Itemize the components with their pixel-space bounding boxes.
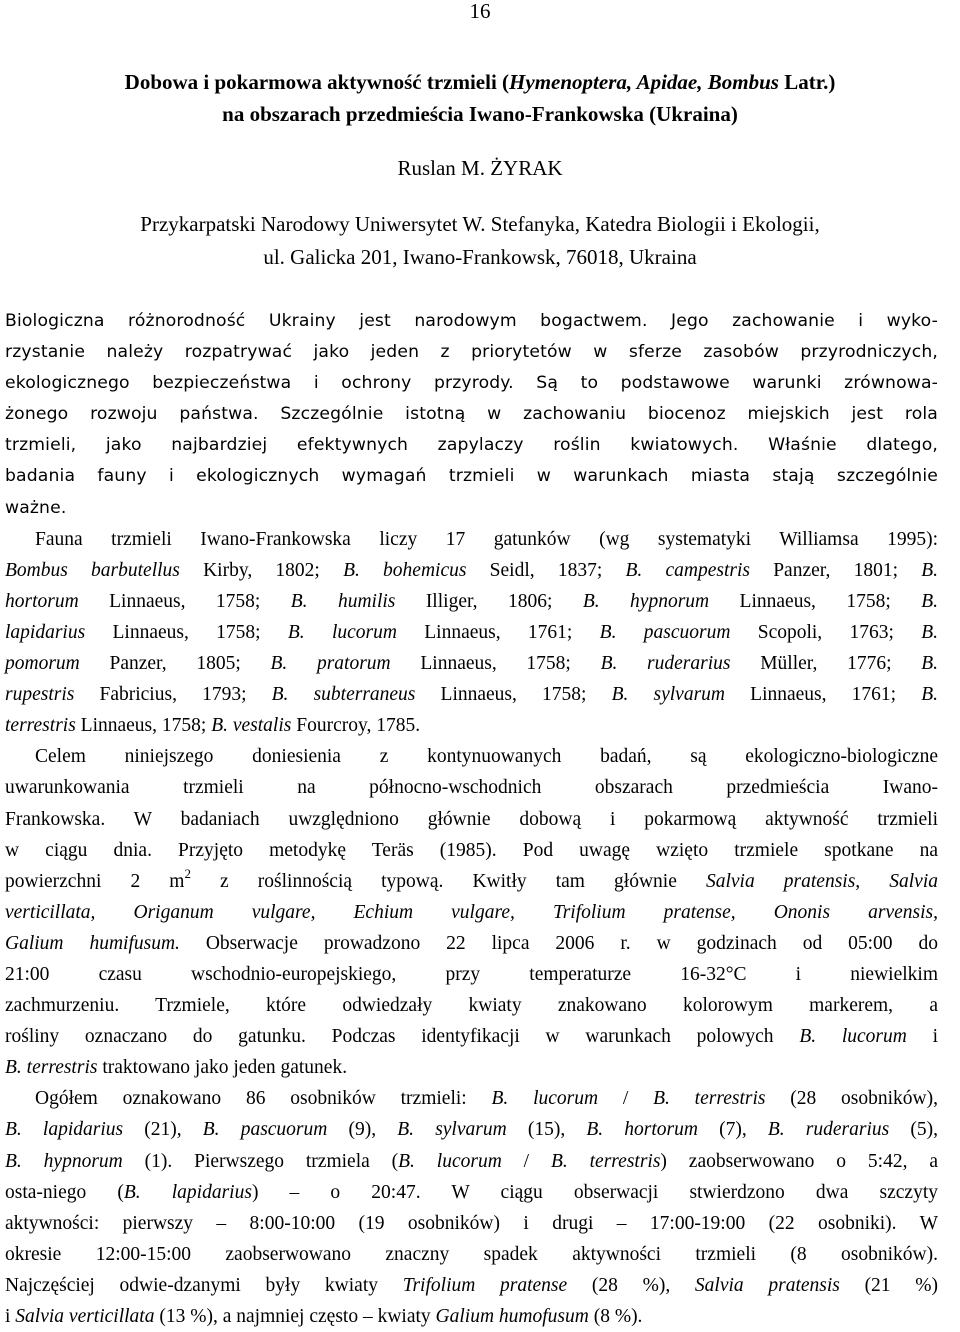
text-line [5, 866, 938, 897]
taxon-name: B. hortorum [586, 1119, 698, 1141]
text-line [5, 897, 938, 928]
taxon-name: rupestris [5, 684, 75, 706]
text-run: rośliny oznaczano do gatunku. Podczas identyfikacji w warunkach polowych [5, 1026, 800, 1048]
taxon-name: B. [921, 653, 939, 675]
affiliation-line-1: Przykarpatski Narodowy Uniwersytet W. Stefanyka, Katedra Biologii i Ekologii, [140, 212, 820, 236]
taxon-name: B. lapidarius [123, 1181, 252, 1203]
text-run: powierzchni 2 m [5, 870, 185, 892]
text-line [5, 1021, 938, 1052]
taxon-name: B. lucorum [491, 1088, 599, 1110]
text-line [5, 1052, 938, 1083]
text-line [5, 804, 938, 835]
text-run: Linnaeus, 1758; [75, 715, 212, 737]
text-run: zachmurzeniu. Trzmiele, które odwiedzały kwiaty znakowano kolorowym markerem, a [5, 995, 938, 1017]
taxon-name: B. terrestris [550, 1150, 661, 1172]
taxon-name: B. terrestris [5, 1057, 98, 1079]
text-run: Scopoli, 1763; [730, 621, 922, 643]
text-run: ekologicznego bezpieczeństwa i ochrony przyrody. Są to podstawowe warunki zrównowa- [5, 373, 938, 394]
taxon-name: B. subterraneus [271, 684, 416, 706]
text-run: osta-niego ( [5, 1181, 124, 1203]
text-run: (5), [889, 1119, 938, 1141]
text-run: Panzer, 1805; [79, 653, 271, 675]
text-run: Seidl, 1837; [466, 559, 626, 581]
text-line [5, 1114, 938, 1145]
author-name: Ruslan M. ŻYRAK [397, 156, 563, 180]
text-run: aktywności: pierwszy – 8:00-10:00 (19 osobników) i drugi – 17:00-19:00 (22 osobniki). W [5, 1212, 938, 1234]
text-run: Obserwacje prowadzono 22 lipca 2006 r. w godzinach od 05:00 do [179, 932, 938, 954]
text-run: Najczęściej odwie-dzanymi były kwiaty [5, 1274, 403, 1296]
body-paragraph [5, 306, 938, 524]
text-line [5, 1270, 938, 1301]
text-run: Ogółem oznakowano 86 osobników trzmieli: [35, 1088, 492, 1110]
text-run: Frankowska. W badaniach uwzględniono głównie dobową i pokarmową aktywność trzmieli [5, 808, 938, 830]
text-line [5, 493, 938, 524]
text-run: traktowano jako jeden gatunek. [97, 1057, 348, 1079]
text-line [5, 990, 938, 1021]
text-line [5, 430, 938, 461]
taxon-name: B. hypnorum [582, 590, 710, 612]
text-run: z roślinnością typową. Kwitły tam głównie [190, 870, 706, 892]
text-run: uwarunkowania trzmieli na północno-wschodnich obszarach przedmieścia Iwano- [5, 777, 938, 799]
text-line [5, 306, 938, 337]
taxon-name: hortorum [5, 590, 79, 612]
article-title [0, 66, 960, 130]
text-run: Fauna trzmieli Iwano-Frankowska liczy 17 gatunków (wg systematyki Williamsa 1995): [35, 528, 938, 550]
text-line [5, 337, 938, 368]
text-line [5, 959, 938, 990]
taxon-name: B. lucorum [398, 1150, 502, 1172]
taxon-name: B. [921, 621, 939, 643]
text-run: / [598, 1088, 654, 1110]
text-line [5, 368, 938, 399]
taxon-name: terrestris [5, 715, 76, 737]
text-line [5, 1301, 938, 1332]
text-run: rzystanie należy rozpatrywać jako jeden z priorytetów w sferze zasobów przyrodniczych, [5, 342, 938, 363]
text-run: Fourcroy, 1785. [291, 715, 421, 737]
text-run: okresie 12:00-15:00 zaobserwowano znaczny spadek aktywności trzmieli (8 osobników). [5, 1243, 938, 1265]
text-line [5, 1083, 938, 1114]
taxon-name: lapidarius [5, 621, 86, 643]
taxon-name: B. lucorum [287, 621, 397, 643]
text-run: (21), [123, 1119, 203, 1141]
affiliation-line-2: ul. Galicka 201, Iwano-Frankowsk, 76018, Ukraina [263, 245, 697, 269]
taxon-name: B. humilis [290, 590, 396, 612]
taxon-name: B. hypnorum [5, 1150, 123, 1172]
text-run: Celem niniejszego doniesienia z kontynuowanych badań, są ekologiczno-biologiczne [35, 746, 938, 768]
text-line [5, 461, 938, 492]
text-run: trzmieli, jako najbardziej efektywnych zapylaczy roślin kwiatowych. Właśnie dlatego, [5, 435, 938, 456]
author-affiliation [0, 208, 960, 274]
text-run: Linnaeus, 1758; [415, 684, 612, 706]
text-run: ) – o 20:47. W ciągu obserwacji stwierdzono dwa szczyty [251, 1181, 938, 1203]
taxon-name: B. pascuorum [599, 621, 731, 643]
taxon-name: B. campestris [625, 559, 750, 581]
text-run: i [5, 1306, 16, 1327]
text-line [5, 555, 938, 586]
text-run: Linnaeus, 1758; [85, 621, 288, 643]
text-run: (28 osobników), [765, 1088, 939, 1110]
text-line [5, 710, 938, 741]
text-run: Linnaeus, 1761; [725, 684, 922, 706]
article-body [5, 306, 938, 1332]
taxon-name: B. terrestris [653, 1088, 766, 1110]
taxon-name: Trifolium pratense [402, 1274, 568, 1296]
taxon-name: Salvia pratensis [694, 1274, 840, 1296]
text-run: Illiger, 1806; [395, 590, 583, 612]
title-text: Dobowa i pokarmowa aktywność trzmieli ( [124, 70, 510, 94]
taxon-name: Salvia verticillata [15, 1306, 155, 1327]
text-run: (15), [506, 1119, 587, 1141]
text-run: Kirby, 1802; [179, 559, 344, 581]
text-run: ważne. [5, 497, 67, 518]
text-line [5, 648, 938, 679]
text-line [5, 772, 938, 803]
page-number: 16 [469, 0, 491, 23]
taxon-name: Galium humifusum. [5, 932, 180, 954]
text-line [5, 617, 938, 648]
body-paragraph [5, 1083, 938, 1332]
text-run: Linnaeus, 1758; [78, 590, 291, 612]
text-run: Biologiczna różnorodność Ukrainy jest narodowym bogactwem. Jego zachowanie i wyko- [5, 311, 938, 331]
taxon-name: pomorum [5, 653, 80, 675]
title-line-1 [0, 66, 960, 98]
taxon-name: Bombus barbutellus [5, 559, 180, 581]
taxon-name: B. sylvarum [611, 684, 726, 706]
taxon-name: B. ruderarius [767, 1119, 890, 1141]
text-run: (21 %) [839, 1274, 938, 1296]
taxon-name: B. lapidarius [5, 1119, 124, 1141]
text-run: (28 %), [567, 1274, 695, 1296]
text-run: (1). Pierwszego trzmiela ( [122, 1150, 399, 1172]
text-line [5, 524, 938, 555]
text-run: Müller, 1776; [730, 653, 922, 675]
title-text: Latr.) [778, 70, 836, 94]
text-run: (8 %). [588, 1306, 643, 1327]
text-run: ) zaobserwowano o 5:42, a [660, 1150, 938, 1172]
text-run: w ciągu dnia. Przyjęto metodykę Teräs (1985). Pod uwagę wzięto trzmiele spotkane na [5, 839, 938, 861]
taxon-name: B. [921, 684, 938, 706]
text-run: (7), [697, 1119, 768, 1141]
text-run: badania fauny i ekologicznych wymagań trzmieli w warunkach miasta stają szczególnie [5, 466, 938, 487]
taxon-name: Galium humofusum [435, 1306, 589, 1327]
taxon-name: B. lucorum [799, 1026, 907, 1048]
text-run: / [501, 1150, 551, 1172]
text-run: żonego rozwoju państwa. Szczególnie istotną w zachowaniu biocenoz miejskich jest rola [5, 404, 938, 425]
taxon-name: B. ruderarius [600, 653, 731, 675]
text-line [5, 399, 938, 430]
taxon-name: B. vestalis [211, 715, 292, 737]
taxon-name: B. [921, 590, 938, 612]
superscript: 2 [184, 865, 191, 881]
text-line [5, 679, 938, 710]
taxon-name: B. bohemicus [343, 559, 467, 581]
text-run: Linnaeus, 1758; [390, 653, 601, 675]
text-run: Linnaeus, 1761; [396, 621, 600, 643]
text-run: Fabricius, 1793; [74, 684, 272, 706]
text-line [5, 1208, 938, 1239]
text-line [5, 586, 938, 617]
text-run: i [906, 1026, 939, 1048]
text-run: Linnaeus, 1758; [709, 590, 922, 612]
taxon-name: B. pascuorum [202, 1119, 328, 1141]
taxon-name: B. sylvarum [397, 1119, 507, 1141]
text-line [5, 741, 938, 772]
text-line [5, 1146, 938, 1177]
text-run: (9), [327, 1119, 398, 1141]
text-line [5, 1177, 938, 1208]
text-line [5, 835, 938, 866]
text-line [5, 1239, 938, 1270]
taxon-name: Salvia pratensis, Salvia [705, 870, 938, 892]
text-run: 21:00 czasu wschodnio-europejskiego, przy temperaturze 16-32°C i niewielkim [5, 963, 938, 985]
text-line [5, 928, 938, 959]
title-line-2: na obszarach przedmieścia Iwano-Frankowska (Ukraina) [222, 102, 738, 126]
text-run: Panzer, 1801; [750, 559, 922, 581]
title-taxon: Hymenoptera, Apidae, Bombus [509, 70, 779, 94]
text-run: (13 %), a najmniej często – kwiaty [154, 1306, 436, 1327]
body-paragraph [5, 741, 938, 1083]
taxon-name: B. [921, 559, 939, 581]
body-paragraph [5, 524, 938, 742]
taxon-name: B. pratorum [270, 653, 391, 675]
taxon-name: verticillata, Origanum vulgare, Echium vulgare, Trifolium pratense, Ononis arvensis, [5, 901, 938, 923]
